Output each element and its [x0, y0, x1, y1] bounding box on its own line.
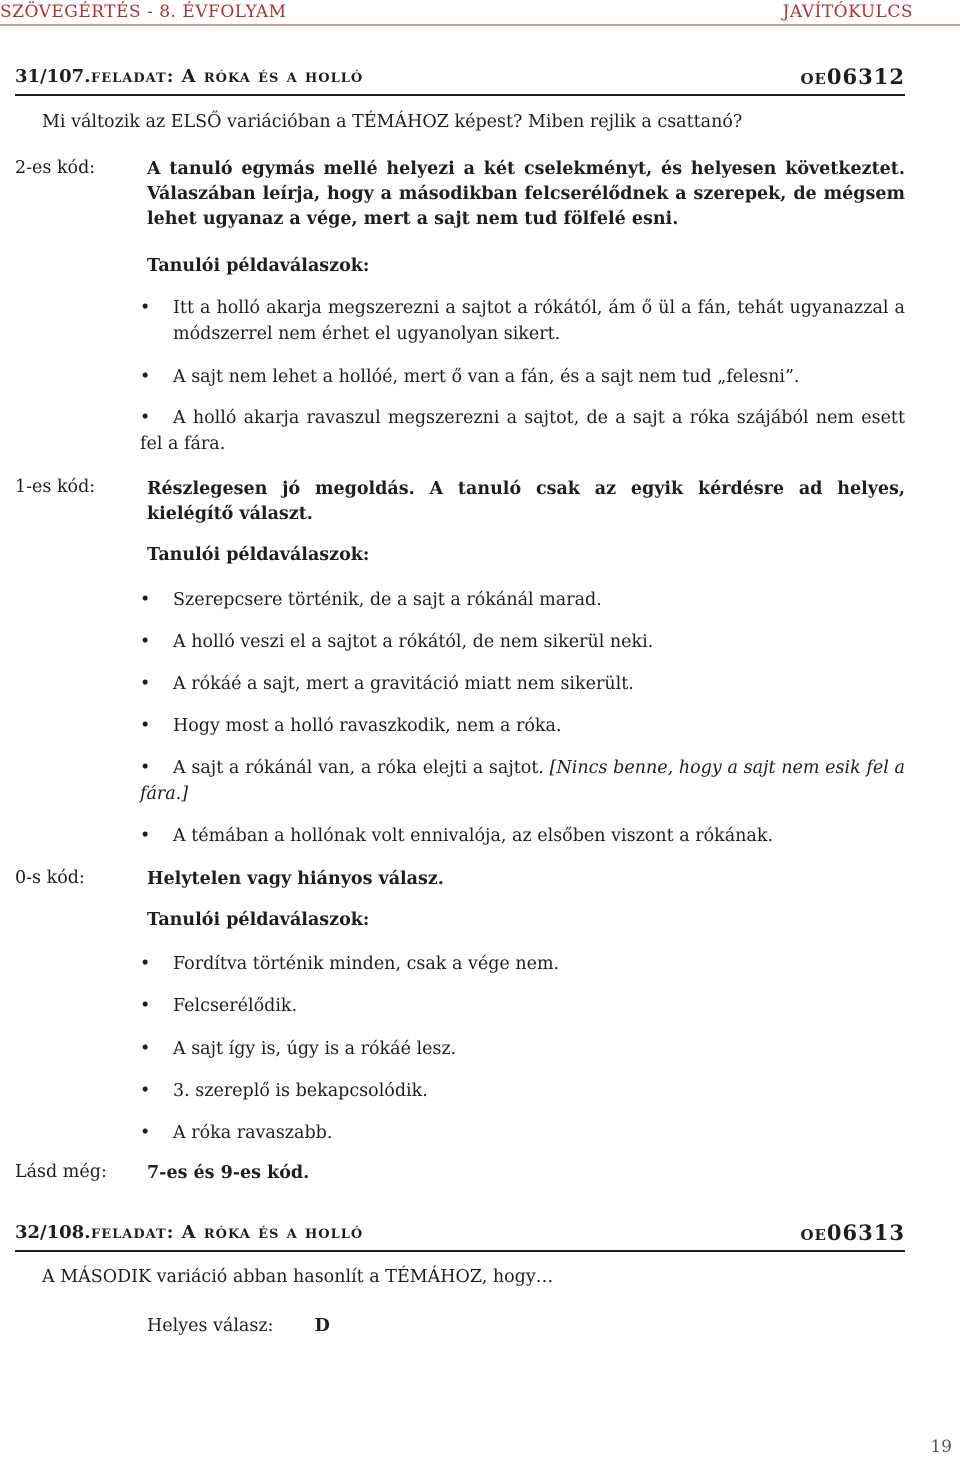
example-text-main: A sajt a rókánál van, a róka elejti a sajtot. [173, 758, 544, 778]
header-doc-type: JAVÍTÓKULCS [782, 2, 913, 22]
task-heading-32 [15, 1222, 905, 1252]
see-also-text: 7-es és 9-es kód. [147, 1163, 310, 1183]
bullet-icon: • [140, 1081, 151, 1101]
bullet-icon: • [140, 954, 151, 974]
list-item [140, 755, 905, 807]
bullet-icon: • [140, 674, 151, 694]
task-code: oe06313 [800, 1220, 905, 1245]
example-text: A sajt így is, úgy is a rókáé lesz. [173, 1039, 457, 1059]
code-description-1: Részlegesen jó megoldás. A tanuló csak az egyik kérdésre ad helyes, kielégítő választ. [147, 479, 905, 524]
code-label-1: 1-es kód: [15, 477, 96, 497]
page-number: 19 [930, 1437, 952, 1457]
bullet-icon: • [140, 1123, 151, 1143]
bullet-icon: • [140, 826, 151, 846]
bullet-icon: • [140, 632, 151, 652]
header-subject: SZÖVEGÉRTÉS - 8. ÉVFOLYAM [0, 2, 287, 22]
example-text: A holló akarja ravaszul megszerezni a sajtot, de a sajt a róka szájából nem esett fel a fára. [140, 408, 905, 454]
task-question: A MÁSODIK variáció abban hasonlít a TÉMÁHOZ, hogy… [42, 1267, 554, 1287]
example-note: [Nincs benne, hogy a sajt nem esik fel a fára.] [140, 758, 905, 804]
example-text: A sajt nem lehet a hollóé, mert ő van a fán, és a sajt nem tud „felesni”. [173, 367, 800, 387]
task-question: Mi változik az ELSŐ variációban a TÉMÁHOZ képest? Miben rejlik a csattanó? [42, 112, 743, 132]
example-text: A róka ravaszabb. [173, 1123, 333, 1143]
code-description-0: Helytelen vagy hiányos válasz. [147, 869, 444, 889]
list-item [140, 405, 905, 457]
task-title: feladat: A róka és a holló [91, 66, 364, 87]
bullet-icon: • [140, 408, 151, 428]
task-code: oe06312 [800, 64, 905, 89]
bullet-icon: • [140, 996, 151, 1016]
examples-heading: Tanulói példaválaszok: [147, 910, 370, 930]
examples-heading: Tanulói példaválaszok: [147, 545, 370, 565]
bullet-icon: • [140, 1039, 151, 1059]
task-number: 32/108. [15, 1222, 91, 1243]
page-header [0, 0, 960, 24]
bullet-icon: • [140, 298, 151, 318]
bullet-icon: • [140, 758, 151, 778]
bullet-icon: • [140, 590, 151, 610]
example-text: Itt a holló akarja megszerezni a sajtot a rókától, ám ő ül a fán, tehát ugyanazzal a módszerrel nem érhet el ugyanolyan sikert. [173, 298, 905, 344]
code-label-2: 2-es kód: [15, 158, 96, 178]
example-text: A rókáé a sajt, mert a gravitáció miatt nem sikerült. [173, 674, 634, 694]
header-rule [0, 24, 960, 26]
bullet-icon: • [140, 367, 151, 387]
code-description-2: A tanuló egymás mellé helyezi a két cselekményt, és helyesen következtet. Válaszában leírja, hogy a másodikban felcserélődnek a szerepek, de mégsem lehet ugyanaz a vége, mert a sajt nem tud fölfelé esni. [147, 159, 905, 229]
example-text: A holló veszi el a sajtot a rókától, de nem sikerül neki. [173, 632, 654, 652]
task-title: feladat: A róka és a holló [91, 1222, 364, 1243]
example-text: Felcserélődik. [173, 996, 298, 1016]
task-heading-31 [15, 66, 905, 96]
answer-label: Helyes válasz: [147, 1316, 274, 1336]
task-number: 31/107. [15, 66, 91, 87]
example-text: Fordítva történik minden, csak a vége nem. [173, 954, 560, 974]
see-also-label: Lásd még: [15, 1162, 107, 1182]
example-text: Szerepcsere történik, de a sajt a rókánál marad. [173, 590, 602, 610]
bullet-icon: • [140, 716, 151, 736]
answer-value: D [314, 1316, 330, 1336]
example-text: Hogy most a holló ravaszkodik, nem a róka. [173, 716, 562, 736]
correct-answer [147, 1314, 905, 1339]
example-text: 3. szereplő is bekapcsolódik. [173, 1081, 428, 1101]
example-text [140, 755, 905, 807]
examples-heading: Tanulói példaválaszok: [147, 256, 370, 276]
code-label-0: 0-s kód: [15, 868, 85, 888]
example-text: A témában a hollónak volt ennivalója, az elsőben viszont a rókának. [173, 826, 774, 846]
